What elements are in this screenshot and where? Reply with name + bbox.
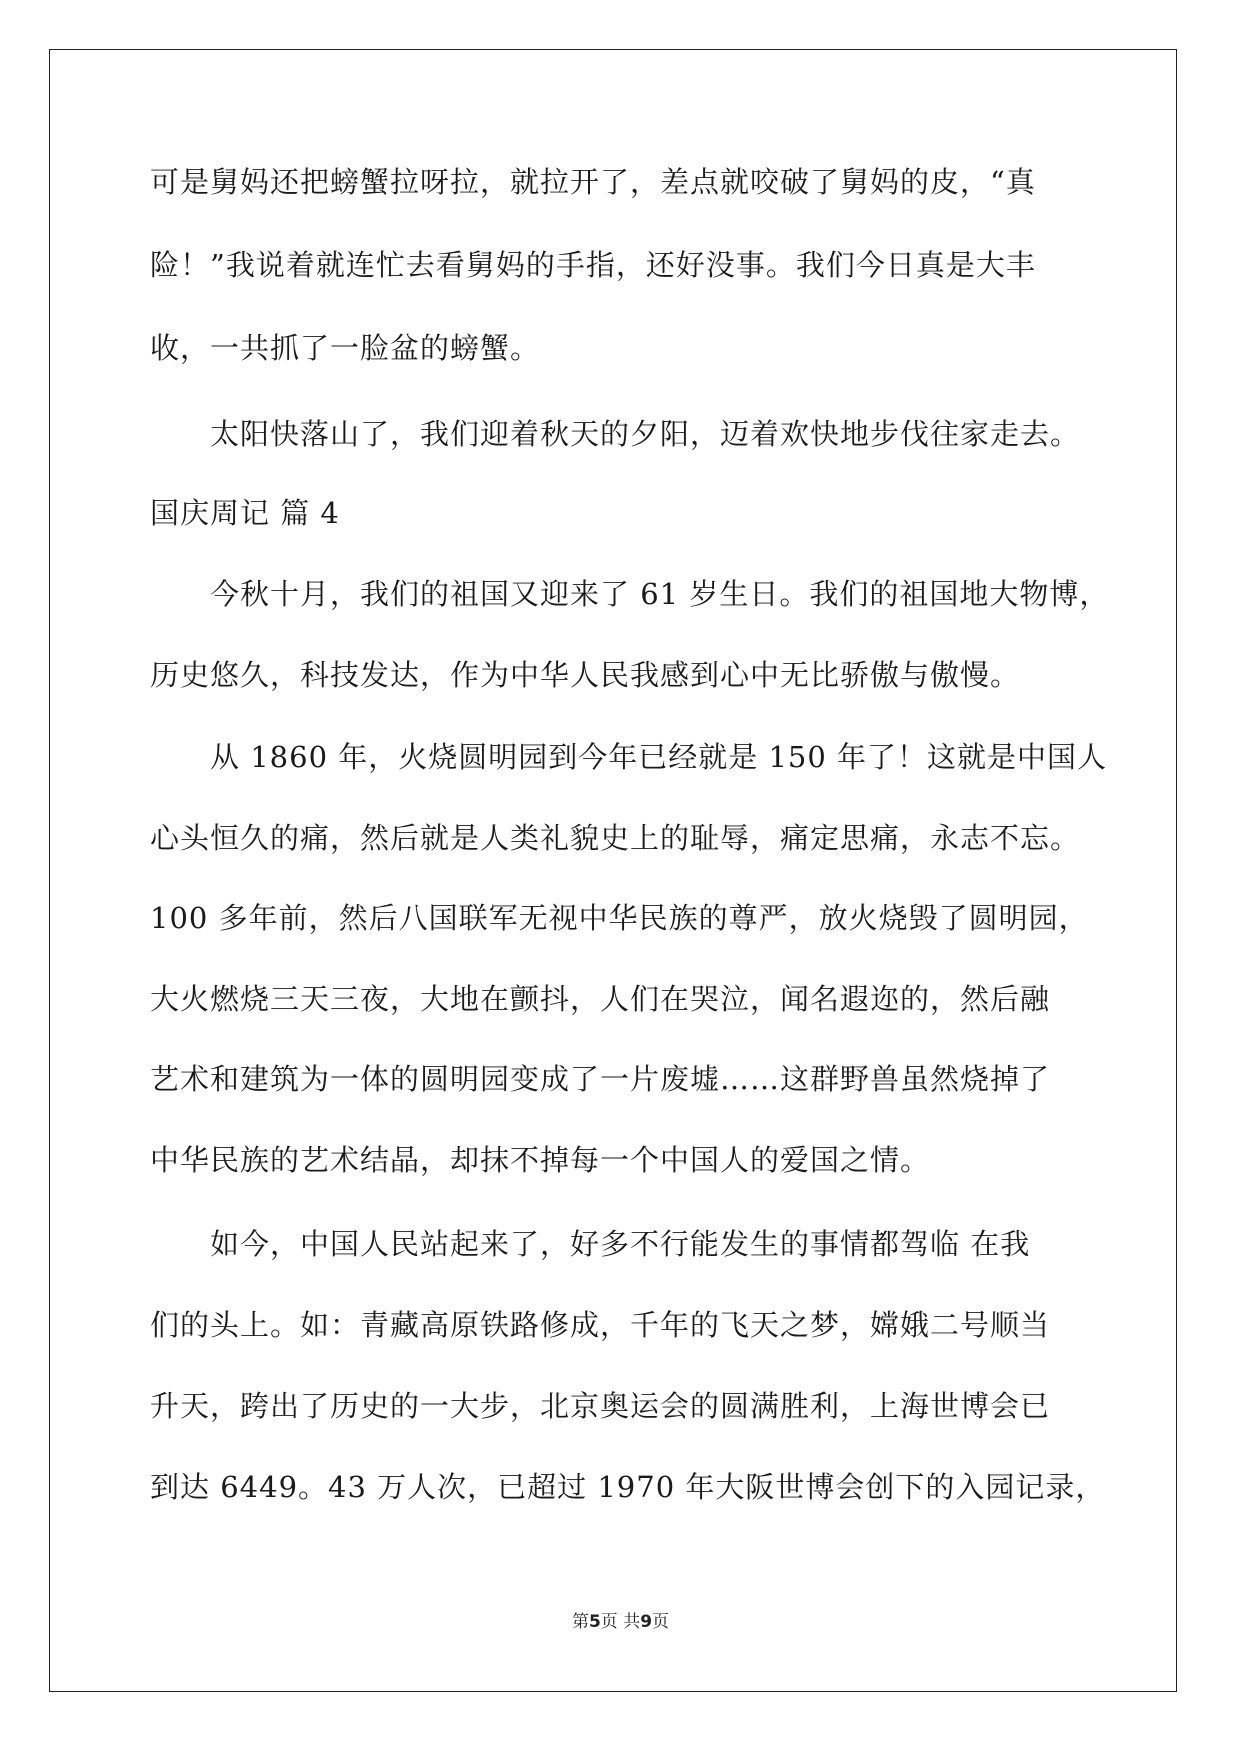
text-line: 到达 6449。43 万人次，已超过 1970 年大阪世博会创下的入园记录， bbox=[150, 1470, 1106, 1504]
text-line: 心头恒久的痛，然后就是人类礼貌史上的耻辱，痛定思痛，永志不忘。 bbox=[150, 821, 1081, 855]
text-line: 艺术和建筑为一体的圆明园变成了一片废墟……这群野兽虽然烧掉了 bbox=[150, 1062, 1051, 1096]
section-heading: 国庆周记 篇 4 bbox=[150, 496, 340, 530]
paragraph-line: 如今，中国人民站起来了，好多不行能发生的事情都驾临 在我 bbox=[210, 1227, 1031, 1261]
text-line: 100 多年前，然后八国联军无视中华民族的尊严，放火烧毁了圆明园， bbox=[150, 901, 1089, 935]
current-page-number: 5 bbox=[588, 1612, 601, 1632]
total-page-number: 9 bbox=[640, 1612, 653, 1632]
paragraph-line: 今秋十月，我们的祖国又迎来了 61 岁生日。我们的祖国地大物博， bbox=[210, 577, 1110, 611]
page-footer bbox=[0, 1607, 1241, 1632]
text-line: 大火燃烧三天三夜，大地在颤抖，人们在哭泣，闻名遐迩的，然后融 bbox=[150, 982, 1051, 1016]
footer-suffix: 页 bbox=[652, 1612, 670, 1632]
text-line: 历史悠久，科技发达，作为中华人民我感到心中无比骄傲与傲慢。 bbox=[150, 658, 1021, 692]
text-line: 中华民族的艺术结晶，却抹不掉每一个中国人的爱国之情。 bbox=[150, 1143, 931, 1177]
text-line: 可是舅妈还把螃蟹拉呀拉，就拉开了，差点就咬破了舅妈的皮，“真 bbox=[150, 165, 1036, 199]
text-line: 险！”我说着就连忙去看舅妈的手指，还好没事。我们今日真是大丰 bbox=[150, 248, 1036, 282]
paragraph-line: 太阳快落山了，我们迎着秋天的夕阳，迈着欢快地步伐往家走去。 bbox=[210, 417, 1081, 451]
footer-mid: 页 共 bbox=[600, 1612, 641, 1632]
text-line: 们的头上。如：青藏高原铁路修成，千年的飞天之梦，嫦娥二号顺当 bbox=[150, 1308, 1051, 1342]
paragraph-line: 从 1860 年，火烧圆明园到今年已经就是 150 年了！这就是中国人 bbox=[210, 740, 1108, 774]
text-line: 升天，跨出了历史的一大步，北京奥运会的圆满胜利，上海世博会已 bbox=[150, 1389, 1051, 1423]
text-line: 收，一共抓了一脸盆的螃蟹。 bbox=[150, 331, 541, 365]
footer-prefix: 第 bbox=[571, 1612, 589, 1632]
page-border bbox=[49, 49, 1177, 1692]
